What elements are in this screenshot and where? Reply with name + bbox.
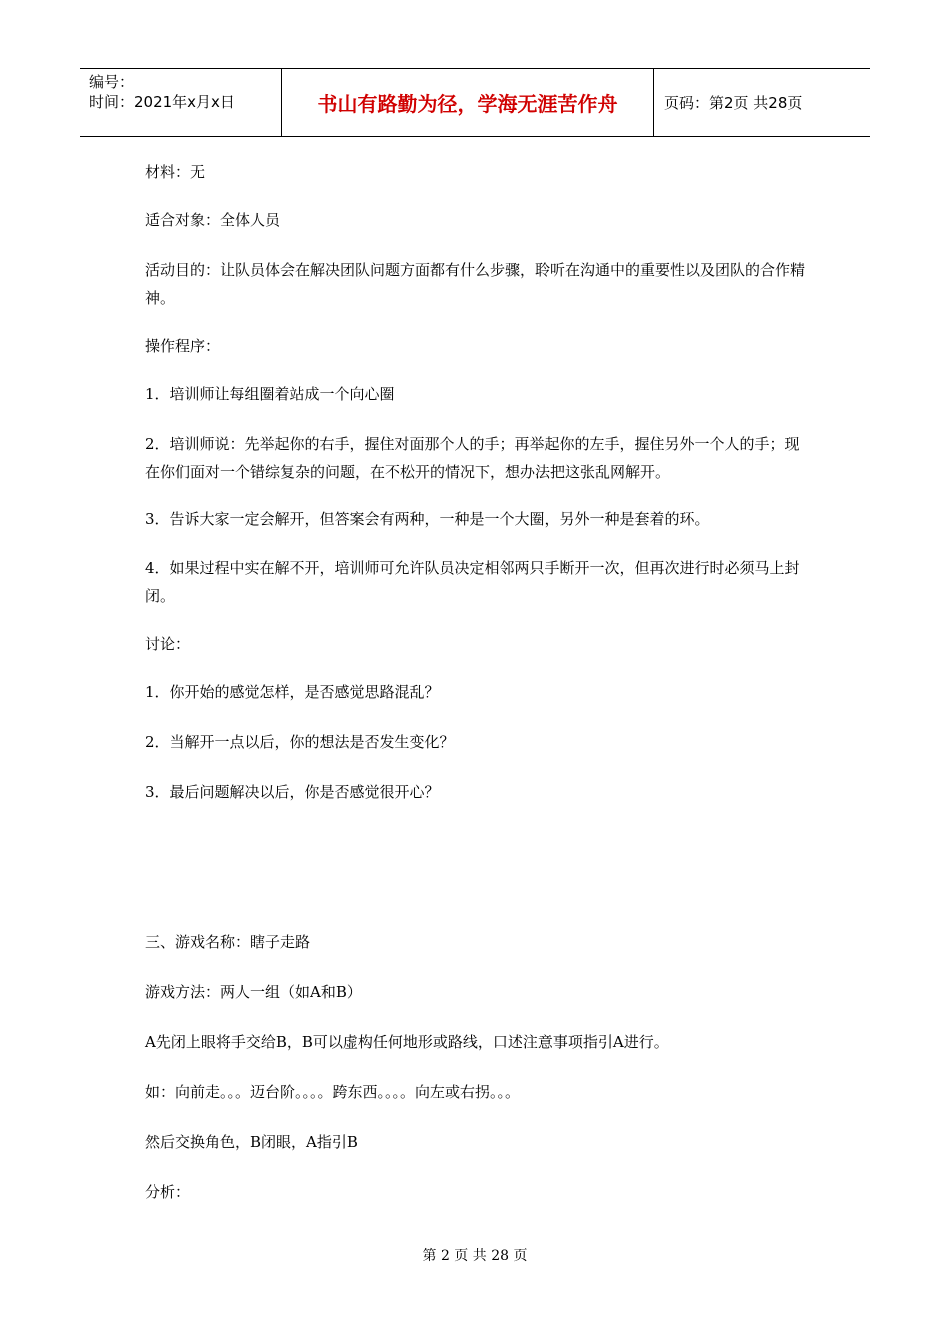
page-footer: 第 2 页 共 28 页 xyxy=(422,1248,528,1264)
paragraph-audience: 适合对象：全体人员 xyxy=(145,211,281,229)
paragraph-question-1: 1．你开始的感觉怎样，是否感觉思路混乱？ xyxy=(145,683,440,701)
document-number: 编号： xyxy=(89,73,135,91)
paragraph-step-3: 3．告诉大家一定会解开，但答案会有两种，一种是一个大圈，另外一种是套着的环。 xyxy=(145,510,710,528)
header-page-number: 页码：第2页 共28页 xyxy=(664,94,803,112)
header-info-cell xyxy=(80,69,282,136)
paragraph-materials: 材料：无 xyxy=(145,163,206,181)
paragraph-analysis-heading: 分析： xyxy=(145,1183,191,1201)
page-header xyxy=(80,68,870,137)
paragraph-step-2: 2．培训师说：先举起你的右手，握住对面那个人的手；再举起你的左手，握住另外一个人的手；现在你们面对一个错综复杂的问题，在不松开的情况下，想办法把这张乱网解开。 xyxy=(145,435,800,481)
header-motto: 书山有路勤为径，学海无涯苦作舟 xyxy=(282,69,654,136)
paragraph-game-method: 游戏方法：两人一组（如A和B） xyxy=(145,983,362,1001)
paragraph-game-instructions: A先闭上眼将手交给B，B可以虚构任何地形或路线，口述注意事项指引A进行。 xyxy=(145,1033,669,1051)
paragraph-purpose: 活动目的：让队员体会在解决团队问题方面都有什么步骤，聆听在沟通中的重要性以及团队的合作精神。 xyxy=(145,261,806,307)
paragraph-game-title: 三、游戏名称：瞎子走路 xyxy=(145,933,311,951)
paragraph-game-example: 如：向前走。。。迈台阶。。。。跨东西。。。。向左或右拐。。。 xyxy=(145,1083,521,1101)
paragraph-procedure-heading: 操作程序： xyxy=(145,337,221,355)
paragraph-question-3: 3．最后问题解决以后，你是否感觉很开心？ xyxy=(145,783,440,801)
paragraph-game-swap: 然后交换角色，B闭眼，A指引B xyxy=(145,1133,358,1151)
paragraph-step-1: 1．培训师让每组圈着站成一个向心圈 xyxy=(145,385,395,403)
paragraph-step-4: 4．如果过程中实在解不开，培训师可允许队员决定相邻两只手断开一次，但再次进行时必须马上封闭。 xyxy=(145,559,800,605)
paragraph-question-2: 2．当解开一点以后，你的想法是否发生变化？ xyxy=(145,733,455,751)
paragraph-discussion-heading: 讨论： xyxy=(145,635,191,653)
document-date: 时间：2021年x月x日 xyxy=(89,93,235,111)
